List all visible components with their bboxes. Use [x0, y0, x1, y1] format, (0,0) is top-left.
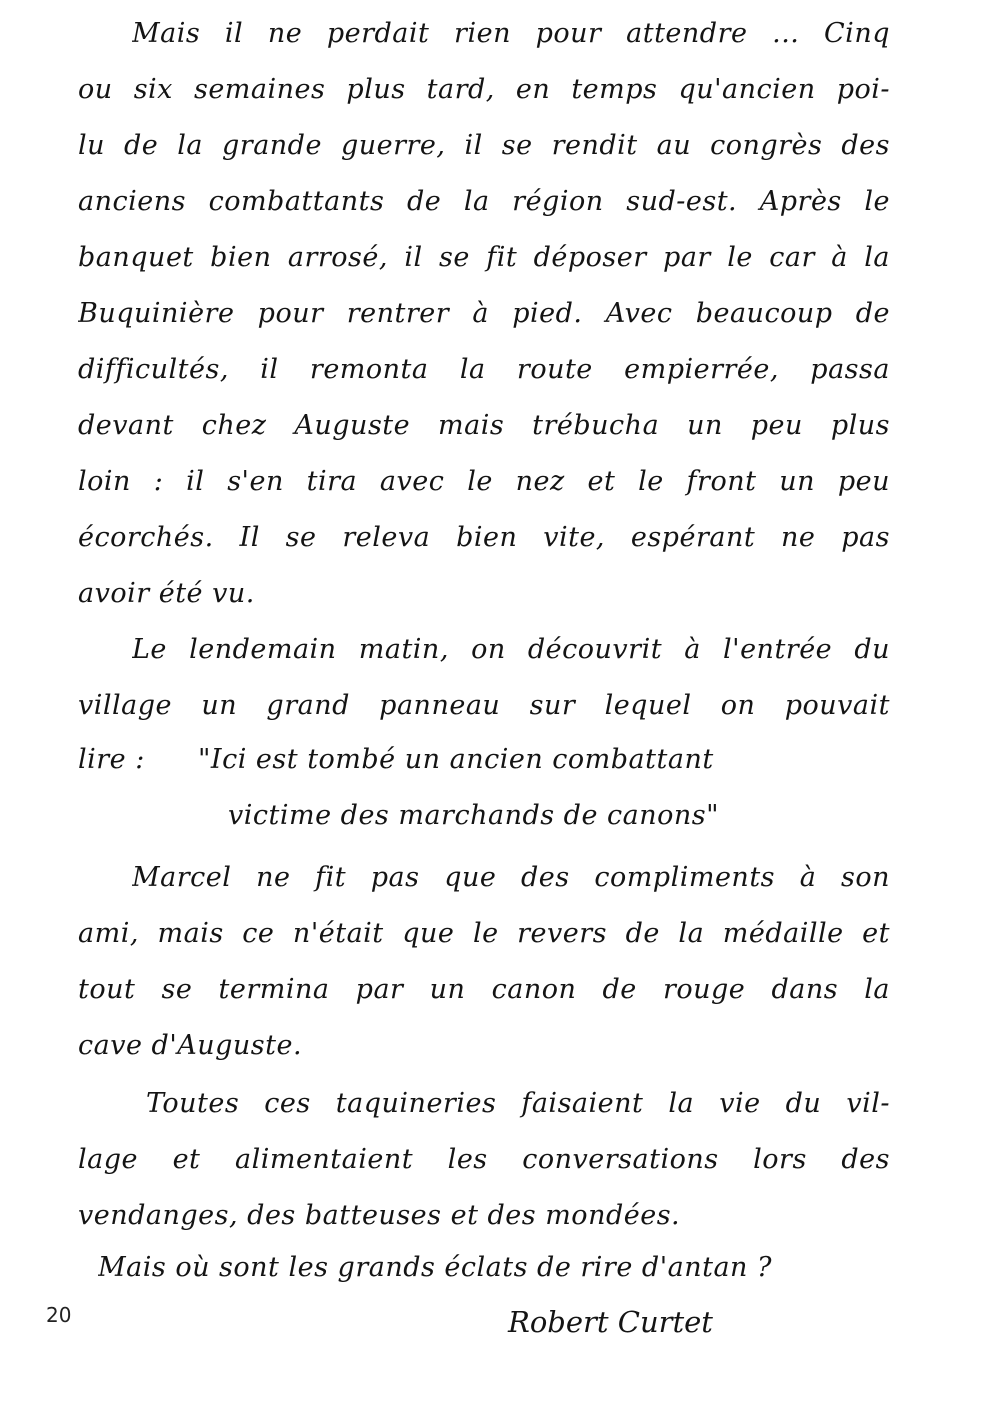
- text-line: banquet bien arrosé, il se fit déposer par le car à la: [78, 242, 890, 273]
- text-line: devant chez Auguste mais trébucha un peu plus: [78, 410, 890, 441]
- text-line: cave d'Auguste.: [78, 1030, 303, 1061]
- quote-line: "Ici est tombé un ancien combattant: [198, 744, 714, 775]
- text-line: Toutes ces taquineries faisaient la vie du vil-: [146, 1088, 890, 1119]
- text-line: Mais il ne perdait rien pour attendre ... Cinq: [132, 18, 890, 49]
- page-number: 20: [46, 1303, 72, 1327]
- text-line: écorchés. Il se releva bien vite, espérant ne pas: [78, 522, 890, 553]
- quote-intro: lire :: [78, 744, 145, 775]
- text-line: lu de la grande guerre, il se rendit au congrès des: [78, 130, 890, 161]
- text-line: avoir été vu.: [78, 578, 255, 609]
- text-line: ou six semaines plus tard, en temps qu'ancien poi-: [78, 74, 890, 105]
- signature: Robert Curtet: [508, 1305, 713, 1339]
- text-line: tout se termina par un canon de rouge dans la: [78, 974, 890, 1005]
- text-line: village un grand panneau sur lequel on pouvait: [78, 690, 890, 721]
- text-line: vendanges, des batteuses et des mondées.: [78, 1200, 681, 1231]
- text-line: Le lendemain matin, on découvrit à l'entrée du: [132, 634, 890, 665]
- text-line: difficultés, il remonta la route empierrée, passa: [78, 354, 890, 385]
- closing-line: Mais où sont les grands éclats de rire d'antan ?: [98, 1252, 772, 1283]
- text-line: ami, mais ce n'était que le revers de la médaille et: [78, 918, 890, 949]
- text-line: anciens combattants de la région sud-est. Après le: [78, 186, 890, 217]
- text-line: Buquinière pour rentrer à pied. Avec beaucoup de: [78, 298, 890, 329]
- quote-line: victime des marchands de canons": [228, 800, 720, 831]
- text-line: loin : il s'en tira avec le nez et le front un peu: [78, 466, 890, 497]
- text-line: Marcel ne fit pas que des compliments à son: [132, 862, 890, 893]
- text-line: lage et alimentaient les conversations lors des: [78, 1144, 890, 1175]
